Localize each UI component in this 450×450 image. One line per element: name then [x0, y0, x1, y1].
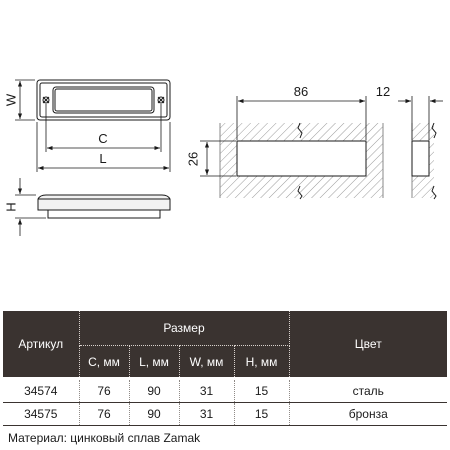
handle-top-view: [37, 80, 170, 120]
cell-c: 76: [79, 403, 129, 426]
header-size: Размер: [79, 311, 289, 346]
spec-table: [3, 311, 447, 426]
cell-color: сталь: [289, 380, 447, 403]
cell-w: 31: [179, 403, 234, 426]
label-cutout-height: 26: [185, 151, 201, 167]
label-c: C: [98, 131, 108, 146]
header-article: Артикул: [3, 311, 79, 377]
subheader-c: C, мм: [79, 346, 129, 378]
cell-l: 90: [129, 380, 179, 403]
label-l: L: [99, 151, 107, 166]
table-row: [3, 403, 447, 426]
subheader-l: L, мм: [129, 346, 179, 378]
handle-side-view: [38, 195, 170, 218]
cell-h: 15: [234, 380, 289, 403]
cutout-front-view: [220, 123, 383, 199]
cell-w: 31: [179, 380, 234, 403]
cell-h: 15: [234, 403, 289, 426]
label-w: W: [3, 93, 19, 107]
table-row: [3, 380, 447, 403]
cell-color: бронза: [289, 403, 447, 426]
subheader-h: H, мм: [234, 346, 289, 378]
cell-l: 90: [129, 403, 179, 426]
label-h: H: [3, 202, 19, 212]
table-header-row: [3, 311, 447, 346]
cell-article: 34575: [3, 403, 79, 426]
material-note: Материал: цинковый сплав Zamak: [8, 431, 201, 445]
cell-c: 76: [79, 380, 129, 403]
label-cutout-width: 86: [293, 84, 309, 99]
cutout-section-view: [412, 123, 436, 199]
label-cutout-depth: 12: [375, 84, 391, 99]
header-color: Цвет: [289, 311, 447, 377]
cell-article: 34574: [3, 380, 79, 403]
subheader-w: W, мм: [179, 346, 234, 378]
